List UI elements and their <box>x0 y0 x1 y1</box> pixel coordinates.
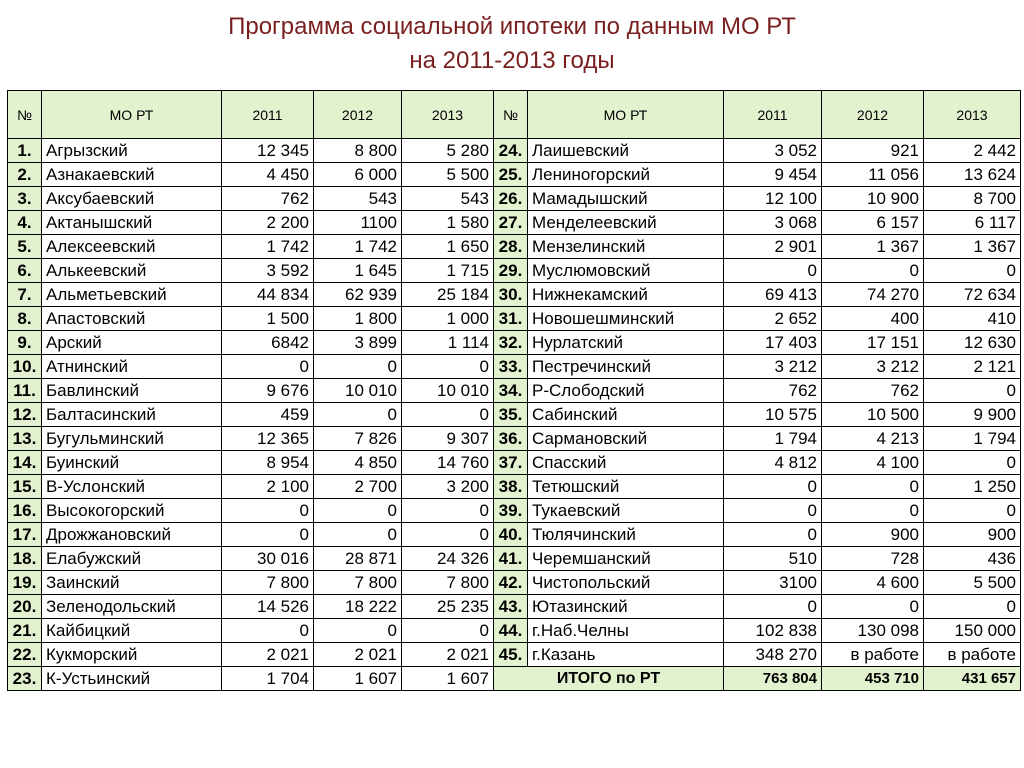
value-2011: 1 500 <box>222 307 314 331</box>
table-row <box>8 283 1021 307</box>
value-2011: 9 454 <box>724 163 822 187</box>
value-2013: 1 650 <box>402 235 494 259</box>
value-2012: 1 742 <box>314 235 402 259</box>
value-2013: 25 184 <box>402 283 494 307</box>
value-2011: 6842 <box>222 331 314 355</box>
value-2012: 0 <box>822 499 924 523</box>
row-number: 30. <box>494 283 528 307</box>
district-name: г.Казань <box>528 643 724 667</box>
value-2011: 102 838 <box>724 619 822 643</box>
table-row <box>8 475 1021 499</box>
table-row <box>8 187 1021 211</box>
row-number: 8. <box>8 307 42 331</box>
value-2013: 2 021 <box>402 643 494 667</box>
district-name: Апастовский <box>42 307 222 331</box>
row-number: 11. <box>8 379 42 403</box>
value-2013: 1 250 <box>924 475 1021 499</box>
district-name: Тюлячинский <box>528 523 724 547</box>
district-name: Менделеевский <box>528 211 724 235</box>
row-number: 24. <box>494 139 528 163</box>
row-number: 15. <box>8 475 42 499</box>
row-number: 45. <box>494 643 528 667</box>
table-row <box>8 163 1021 187</box>
district-name: Азнакаевский <box>42 163 222 187</box>
value-2012: 74 270 <box>822 283 924 307</box>
row-number: 22. <box>8 643 42 667</box>
value-2013: 0 <box>402 355 494 379</box>
row-number: 12. <box>8 403 42 427</box>
table-row <box>8 619 1021 643</box>
value-2012: 8 800 <box>314 139 402 163</box>
value-2012: 0 <box>314 499 402 523</box>
value-2011: 8 954 <box>222 451 314 475</box>
value-2012: 0 <box>822 595 924 619</box>
row-number: 37. <box>494 451 528 475</box>
value-2012: 130 098 <box>822 619 924 643</box>
table-header-row <box>8 91 1021 139</box>
row-number: 3. <box>8 187 42 211</box>
value-2011: 0 <box>222 523 314 547</box>
value-2011: 348 270 <box>724 643 822 667</box>
value-2011: 12 365 <box>222 427 314 451</box>
value-2011: 9 676 <box>222 379 314 403</box>
value-2011: 0 <box>724 475 822 499</box>
value-2012: 7 826 <box>314 427 402 451</box>
value-2011: 44 834 <box>222 283 314 307</box>
value-2013: 7 800 <box>402 571 494 595</box>
value-2013: 9 307 <box>402 427 494 451</box>
district-name: Мензелинский <box>528 235 724 259</box>
value-2012: 4 213 <box>822 427 924 451</box>
row-number: 7. <box>8 283 42 307</box>
value-2012: 400 <box>822 307 924 331</box>
table-row <box>8 403 1021 427</box>
value-2012: 0 <box>314 523 402 547</box>
table-row <box>8 643 1021 667</box>
value-2013: 25 235 <box>402 595 494 619</box>
header-2011-left: 2011 <box>222 91 314 139</box>
row-number: 10. <box>8 355 42 379</box>
value-2011: 3 212 <box>724 355 822 379</box>
district-name: Зеленодольский <box>42 595 222 619</box>
value-2011: 1 742 <box>222 235 314 259</box>
value-2011: 0 <box>724 259 822 283</box>
value-2013: 10 010 <box>402 379 494 403</box>
value-2013: 1 715 <box>402 259 494 283</box>
value-2013: 0 <box>402 499 494 523</box>
row-number: 31. <box>494 307 528 331</box>
table-row <box>8 139 1021 163</box>
table-row <box>8 667 1021 691</box>
value-2013: 410 <box>924 307 1021 331</box>
value-2011: 2 901 <box>724 235 822 259</box>
row-number: 29. <box>494 259 528 283</box>
district-name: Нижнекамский <box>528 283 724 307</box>
district-name: Заинский <box>42 571 222 595</box>
value-2013: 0 <box>924 499 1021 523</box>
header-num-right: № <box>494 91 528 139</box>
row-number: 4. <box>8 211 42 235</box>
row-number: 13. <box>8 427 42 451</box>
value-2011: 510 <box>724 547 822 571</box>
table-row <box>8 379 1021 403</box>
value-2012: 0 <box>314 355 402 379</box>
row-number: 36. <box>494 427 528 451</box>
value-2012: 0 <box>822 475 924 499</box>
value-2011: 3 592 <box>222 259 314 283</box>
row-number: 44. <box>494 619 528 643</box>
table-row <box>8 355 1021 379</box>
row-number: 21. <box>8 619 42 643</box>
value-2013: 14 760 <box>402 451 494 475</box>
value-2012: 1 607 <box>314 667 402 691</box>
value-2011: 14 526 <box>222 595 314 619</box>
district-name: Кукморский <box>42 643 222 667</box>
value-2013: 5 500 <box>924 571 1021 595</box>
value-2013: 3 200 <box>402 475 494 499</box>
row-number: 35. <box>494 403 528 427</box>
value-2012: 18 222 <box>314 595 402 619</box>
header-2013-right: 2013 <box>924 91 1021 139</box>
row-number: 23. <box>8 667 42 691</box>
row-number: 18. <box>8 547 42 571</box>
district-name: Дрожжановский <box>42 523 222 547</box>
row-number: 28. <box>494 235 528 259</box>
district-name: Алькеевский <box>42 259 222 283</box>
table-row <box>8 547 1021 571</box>
value-2012: 6 000 <box>314 163 402 187</box>
table-row <box>8 451 1021 475</box>
row-number: 39. <box>494 499 528 523</box>
value-2013: 1 000 <box>402 307 494 331</box>
value-2013: 8 700 <box>924 187 1021 211</box>
value-2011: 762 <box>222 187 314 211</box>
value-2011: 4 812 <box>724 451 822 475</box>
value-2013: 2 121 <box>924 355 1021 379</box>
value-2013: 72 634 <box>924 283 1021 307</box>
value-2012: 6 157 <box>822 211 924 235</box>
row-number: 6. <box>8 259 42 283</box>
row-number: 2. <box>8 163 42 187</box>
value-2013: в работе <box>924 643 1021 667</box>
value-2011: 2 021 <box>222 643 314 667</box>
value-2013: 0 <box>402 619 494 643</box>
district-name: Сармановский <box>528 427 724 451</box>
district-name: Бугульминский <box>42 427 222 451</box>
row-number: 41. <box>494 547 528 571</box>
district-name: Муслюмовский <box>528 259 724 283</box>
district-name: Высокогорский <box>42 499 222 523</box>
value-2012: 921 <box>822 139 924 163</box>
row-number: 9. <box>8 331 42 355</box>
value-2012: 4 850 <box>314 451 402 475</box>
header-num-left: № <box>8 91 42 139</box>
row-number: 14. <box>8 451 42 475</box>
value-2011: 12 100 <box>724 187 822 211</box>
header-2012-right: 2012 <box>822 91 924 139</box>
row-number: 5. <box>8 235 42 259</box>
value-2012: 4 100 <box>822 451 924 475</box>
row-number: 42. <box>494 571 528 595</box>
header-2012-left: 2012 <box>314 91 402 139</box>
value-2013: 1 794 <box>924 427 1021 451</box>
district-name: Бавлинский <box>42 379 222 403</box>
value-2013: 1 580 <box>402 211 494 235</box>
value-2013: 0 <box>924 595 1021 619</box>
district-name: В-Услонский <box>42 475 222 499</box>
table-row <box>8 331 1021 355</box>
value-2013: 1 367 <box>924 235 1021 259</box>
district-name: Пестречинский <box>528 355 724 379</box>
district-name: Алексеевский <box>42 235 222 259</box>
value-2012: 7 800 <box>314 571 402 595</box>
value-2012: 543 <box>314 187 402 211</box>
value-2012: 10 900 <box>822 187 924 211</box>
page-subtitle: на 2011-2013 годы <box>409 47 615 74</box>
value-2012: 11 056 <box>822 163 924 187</box>
row-number: 1. <box>8 139 42 163</box>
value-2013: 436 <box>924 547 1021 571</box>
table-row <box>8 571 1021 595</box>
value-2012: 0 <box>822 259 924 283</box>
value-2011: 3100 <box>724 571 822 595</box>
row-number: 43. <box>494 595 528 619</box>
value-2011: 4 450 <box>222 163 314 187</box>
value-2011: 3 052 <box>724 139 822 163</box>
value-2012: 2 700 <box>314 475 402 499</box>
value-2013: 5 280 <box>402 139 494 163</box>
total-v2013: 431 657 <box>924 667 1021 691</box>
value-2012: 62 939 <box>314 283 402 307</box>
value-2013: 24 326 <box>402 547 494 571</box>
table-row <box>8 499 1021 523</box>
value-2011: 0 <box>724 523 822 547</box>
header-2011-right: 2011 <box>724 91 822 139</box>
district-name: Тетюшский <box>528 475 724 499</box>
district-name: К-Устьинский <box>42 667 222 691</box>
district-name: Арский <box>42 331 222 355</box>
value-2012: 28 871 <box>314 547 402 571</box>
value-2011: 0 <box>724 499 822 523</box>
header-mo-right: МО РТ <box>528 91 724 139</box>
value-2013: 5 500 <box>402 163 494 187</box>
district-name: Лениногорский <box>528 163 724 187</box>
district-name: Кайбицкий <box>42 619 222 643</box>
value-2012: 3 899 <box>314 331 402 355</box>
mortgage-table <box>7 90 1021 691</box>
value-2011: 30 016 <box>222 547 314 571</box>
district-name: Буинский <box>42 451 222 475</box>
district-name: Елабужский <box>42 547 222 571</box>
row-number: 19. <box>8 571 42 595</box>
value-2012: 10 500 <box>822 403 924 427</box>
value-2013: 900 <box>924 523 1021 547</box>
row-number: 38. <box>494 475 528 499</box>
value-2013: 2 442 <box>924 139 1021 163</box>
value-2012: 17 151 <box>822 331 924 355</box>
value-2011: 2 100 <box>222 475 314 499</box>
value-2011: 0 <box>222 499 314 523</box>
header-mo-left: МО РТ <box>42 91 222 139</box>
district-name: Сабинский <box>528 403 724 427</box>
row-number: 34. <box>494 379 528 403</box>
table-row <box>8 595 1021 619</box>
value-2013: 12 630 <box>924 331 1021 355</box>
value-2011: 17 403 <box>724 331 822 355</box>
value-2012: 1 367 <box>822 235 924 259</box>
table-row <box>8 259 1021 283</box>
value-2011: 12 345 <box>222 139 314 163</box>
value-2012: 1 800 <box>314 307 402 331</box>
value-2011: 1 704 <box>222 667 314 691</box>
value-2012: 3 212 <box>822 355 924 379</box>
table-row <box>8 523 1021 547</box>
row-number: 25. <box>494 163 528 187</box>
value-2013: 0 <box>924 259 1021 283</box>
district-name: Аксубаевский <box>42 187 222 211</box>
value-2011: 10 575 <box>724 403 822 427</box>
value-2011: 69 413 <box>724 283 822 307</box>
page-title: Программа социальной ипотеки по данным МО РТ <box>228 13 796 40</box>
value-2012: 10 010 <box>314 379 402 403</box>
row-number: 26. <box>494 187 528 211</box>
value-2012: 2 021 <box>314 643 402 667</box>
district-name: Мамадышский <box>528 187 724 211</box>
district-name: Ютазинский <box>528 595 724 619</box>
value-2013: 9 900 <box>924 403 1021 427</box>
district-name: Нурлатский <box>528 331 724 355</box>
value-2011: 3 068 <box>724 211 822 235</box>
row-number: 27. <box>494 211 528 235</box>
row-number: 33. <box>494 355 528 379</box>
value-2012: 1100 <box>314 211 402 235</box>
value-2011: 0 <box>724 595 822 619</box>
district-name: Агрызский <box>42 139 222 163</box>
value-2011: 2 200 <box>222 211 314 235</box>
value-2013: 543 <box>402 187 494 211</box>
district-name: Атнинский <box>42 355 222 379</box>
value-2012: 0 <box>314 619 402 643</box>
value-2013: 1 114 <box>402 331 494 355</box>
table-row <box>8 211 1021 235</box>
district-name: Балтасинский <box>42 403 222 427</box>
value-2012: 0 <box>314 403 402 427</box>
district-name: Тукаевский <box>528 499 724 523</box>
value-2013: 0 <box>402 403 494 427</box>
value-2011: 762 <box>724 379 822 403</box>
value-2013: 13 624 <box>924 163 1021 187</box>
total-label: ИТОГО по РТ <box>494 667 724 691</box>
value-2012: 900 <box>822 523 924 547</box>
row-number: 32. <box>494 331 528 355</box>
value-2013: 0 <box>924 451 1021 475</box>
district-name: Актанышский <box>42 211 222 235</box>
value-2011: 0 <box>222 355 314 379</box>
district-name: Новошешминский <box>528 307 724 331</box>
row-number: 17. <box>8 523 42 547</box>
district-name: Альметьевский <box>42 283 222 307</box>
table-row <box>8 235 1021 259</box>
value-2011: 0 <box>222 619 314 643</box>
row-number: 20. <box>8 595 42 619</box>
district-name: Р-Слободский <box>528 379 724 403</box>
value-2012: 728 <box>822 547 924 571</box>
district-name: Спасский <box>528 451 724 475</box>
table-row <box>8 427 1021 451</box>
total-v2011: 763 804 <box>724 667 822 691</box>
district-name: Лаишевский <box>528 139 724 163</box>
value-2011: 1 794 <box>724 427 822 451</box>
value-2012: 1 645 <box>314 259 402 283</box>
value-2012: 762 <box>822 379 924 403</box>
header-2013-left: 2013 <box>402 91 494 139</box>
value-2012: в работе <box>822 643 924 667</box>
district-name: Чистопольский <box>528 571 724 595</box>
value-2013: 0 <box>924 379 1021 403</box>
value-2013: 6 117 <box>924 211 1021 235</box>
value-2011: 7 800 <box>222 571 314 595</box>
total-v2012: 453 710 <box>822 667 924 691</box>
value-2011: 459 <box>222 403 314 427</box>
row-number: 16. <box>8 499 42 523</box>
value-2013: 150 000 <box>924 619 1021 643</box>
value-2012: 4 600 <box>822 571 924 595</box>
value-2013: 0 <box>402 523 494 547</box>
value-2011: 2 652 <box>724 307 822 331</box>
district-name: Черемшанский <box>528 547 724 571</box>
table-row <box>8 307 1021 331</box>
value-2013: 1 607 <box>402 667 494 691</box>
district-name: г.Наб.Челны <box>528 619 724 643</box>
row-number: 40. <box>494 523 528 547</box>
